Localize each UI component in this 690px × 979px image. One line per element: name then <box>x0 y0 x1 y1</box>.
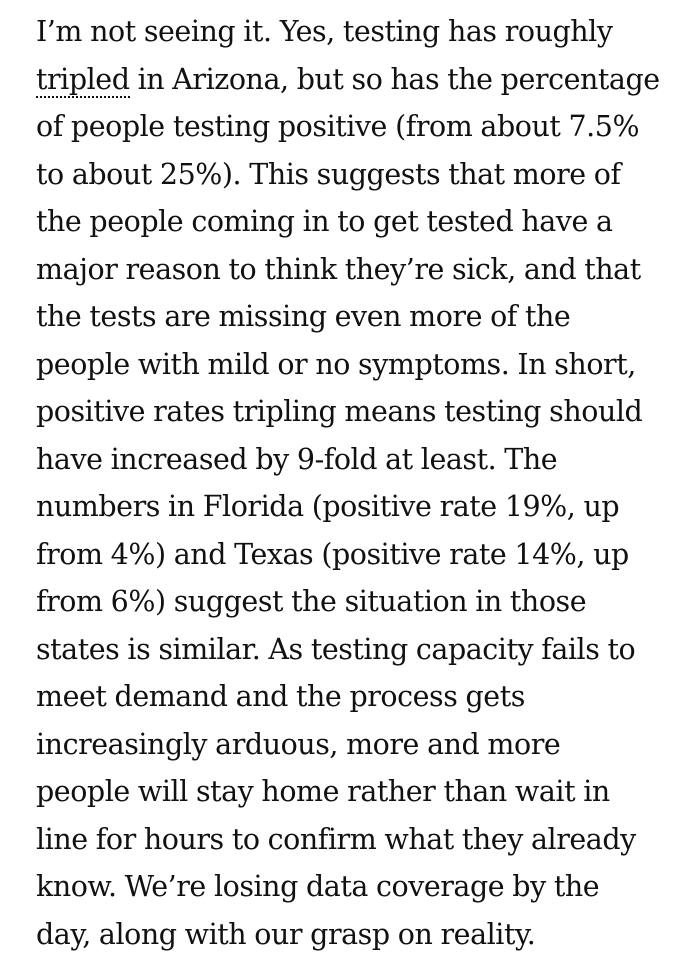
text-line <box>36 56 676 104</box>
text-line: of people testing positive (from about 7.5% <box>36 110 640 143</box>
text-line: day, along with our grasp on reality. <box>36 917 536 951</box>
text-line: from 6%) suggest the situation in those <box>36 585 587 618</box>
text-line: to about 25%). This suggests that more of <box>36 157 621 191</box>
text-line: states is similar. As testing capacity fails to <box>36 632 636 666</box>
text-line: positive rates tripling means testing should <box>36 395 643 428</box>
tripled-link[interactable]: tripled <box>36 62 130 96</box>
text-line: major reason to think they’re sick, and that <box>36 252 641 286</box>
text-line: the tests are missing even more of the <box>36 300 571 333</box>
text-line: line for hours to confirm what they already <box>36 822 636 856</box>
text-line: have increased by 9-fold at least. The <box>36 442 558 476</box>
text-line: numbers in Florida (positive rate 19%, up <box>36 490 620 523</box>
text-line: I’m not seeing it. Yes, testing has roughly <box>36 15 613 48</box>
text-line: the people coming in to get tested have a <box>36 205 613 238</box>
text-line: people with mild or no symptoms. In short, <box>36 347 636 381</box>
text-line: meet demand and the process gets <box>36 680 525 713</box>
text-line: know. We’re losing data coverage by the <box>36 870 600 903</box>
text-line: increasingly arduous, more and more <box>36 727 561 761</box>
text-line: from 4%) and Texas (positive rate 14%, up <box>36 537 629 571</box>
text-line: people will stay home rather than wait in <box>36 775 610 808</box>
article-paragraph <box>36 8 676 958</box>
text-line-rest: in Arizona, but so has the percentage <box>137 62 660 96</box>
